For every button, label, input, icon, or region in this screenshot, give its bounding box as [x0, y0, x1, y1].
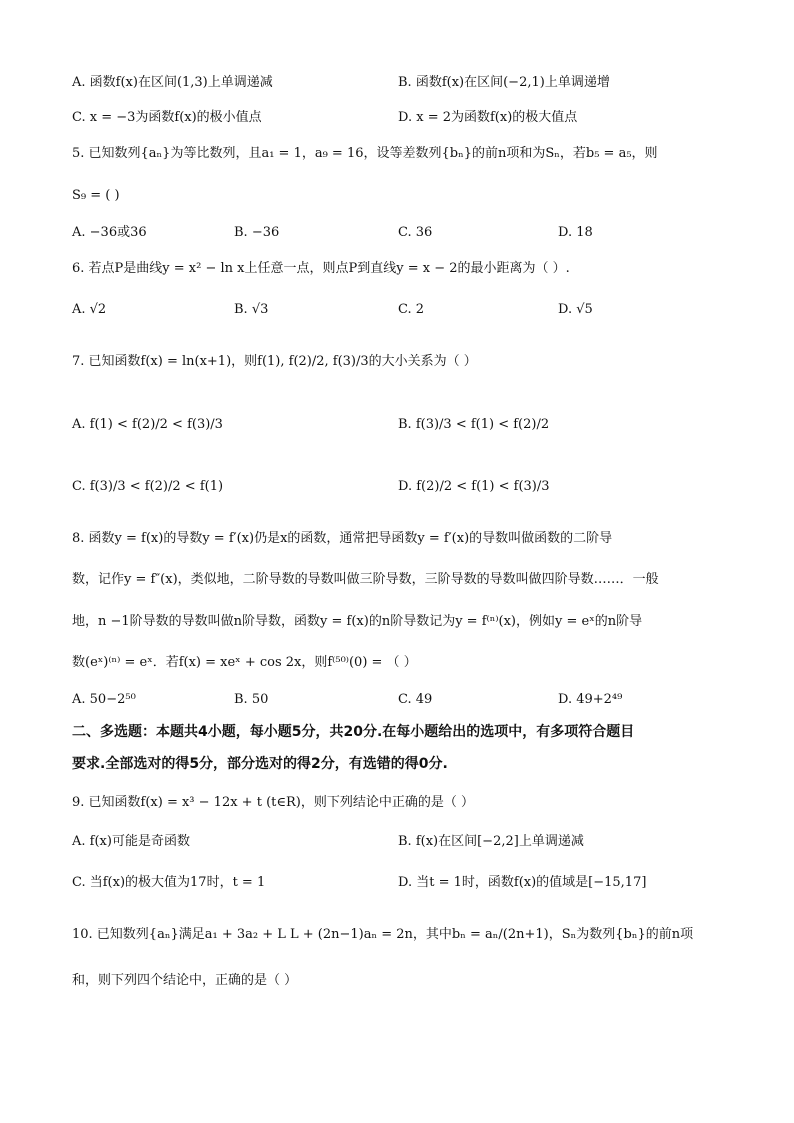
q7-option-b: B. f(3)/3 < f(1) < f(2)/2 [398, 417, 550, 432]
q6-option-d: D. √5 [558, 302, 593, 317]
q9-option-b: B. f(x)在区间[−2,2]上单调递减 [398, 834, 584, 849]
q8-option-d: D. 49+2⁴⁹ [558, 692, 623, 707]
q4-option-c: C. x = −3为函数f(x)的极小值点 [72, 110, 262, 125]
q9-option-d: D. 当t = 1时，函数f(x)的值域是[−15,17] [398, 875, 647, 890]
q4-option-a: A. 函数f(x)在区间(1,3)上单调递减 [72, 75, 273, 90]
q6-option-b: B. √3 [234, 302, 269, 317]
section-heading-cont: 要求.全部选对的得5分，部分选对的得2分，有选错的得0分. [72, 756, 448, 772]
q7-option-a: A. f(1) < f(2)/2 < f(3)/3 [72, 417, 223, 432]
q5-option-c: C. 36 [398, 225, 433, 240]
q4-option-d: D. x = 2为函数f(x)的极大值点 [398, 110, 578, 125]
q8-stem-1: 8. 函数y = f(x)的导数y = f′(x)仍是x的函数，通常把导函数y = f′(x)的导数叫做函数的二阶导 [72, 531, 613, 546]
q9-option-c: C. 当f(x)的极大值为17时，t = 1 [72, 875, 266, 890]
q5-stem: 5. 已知数列{aₙ}为等比数列，且a₁ = 1，a₉ = 16，设等差数列{bₙ}的前n项和为Sₙ，若b₅ = a₅，则 [72, 146, 658, 161]
q8-option-b: B. 50 [234, 692, 269, 707]
q10-stem: 10. 已知数列{aₙ}满足a₁ + 3a₂ + L L + (2n−1)aₙ = 2n，其中bₙ = aₙ/(2n+1)，Sₙ为数列{bₙ}的前n项 [72, 927, 694, 942]
q8-stem-4: 数(eˣ)⁽ⁿ⁾ = eˣ．若f(x) = xeˣ + cos 2x，则f⁽⁵⁰⁾(0) = （ ） [72, 655, 417, 670]
q6-stem: 6. 若点P是曲线y = x² − ln x上任意一点，则点P到直线y = x − 2的最小距离为（ ）. [72, 261, 570, 276]
q9-stem: 9. 已知函数f(x) = x³ − 12x + t (t∈R)，则下列结论中正确的是（ ） [72, 795, 474, 810]
q9-option-a: A. f(x)可能是奇函数 [72, 834, 190, 849]
section-heading: 二、多选题：本题共4小题，每小题5分，共20分.在每小题给出的选项中，有多项符合题目 [72, 724, 635, 740]
q5-option-b: B. −36 [234, 225, 280, 240]
q10-stem-cont: 和，则下列四个结论中，正确的是（ ） [72, 973, 298, 988]
q5-option-a: A. −36或36 [72, 225, 147, 240]
q8-stem-2: 数，记作y = f″(x)，类似地，二阶导数的导数叫做三阶导数，三阶导数的导数叫做四阶导数……．一般 [72, 572, 659, 587]
q7-stem: 7. 已知函数f(x) = ln(x+1)，则f(1), f(2)/2, f(3)/3的大小关系为（ ） [72, 354, 477, 369]
q6-option-c: C. 2 [398, 302, 425, 317]
q8-option-c: C. 49 [398, 692, 433, 707]
q7-option-c: C. f(3)/3 < f(2)/2 < f(1) [72, 479, 224, 494]
q4-option-b: B. 函数f(x)在区间(−2,1)上单调递增 [398, 75, 610, 90]
q5-stem-cont: S₉ = ( ) [72, 188, 120, 203]
q7-option-d: D. f(2)/2 < f(1) < f(3)/3 [398, 479, 550, 494]
q6-option-a: A. √2 [72, 302, 107, 317]
q8-option-a: A. 50−2⁵⁰ [72, 692, 136, 707]
q8-stem-3: 地，n −1阶导数的导数叫做n阶导数，函数y = f(x)的n阶导数记为y = f⁽ⁿ⁾(x)，例如y = eˣ的n阶导 [72, 614, 643, 629]
q5-option-d: D. 18 [558, 225, 593, 240]
